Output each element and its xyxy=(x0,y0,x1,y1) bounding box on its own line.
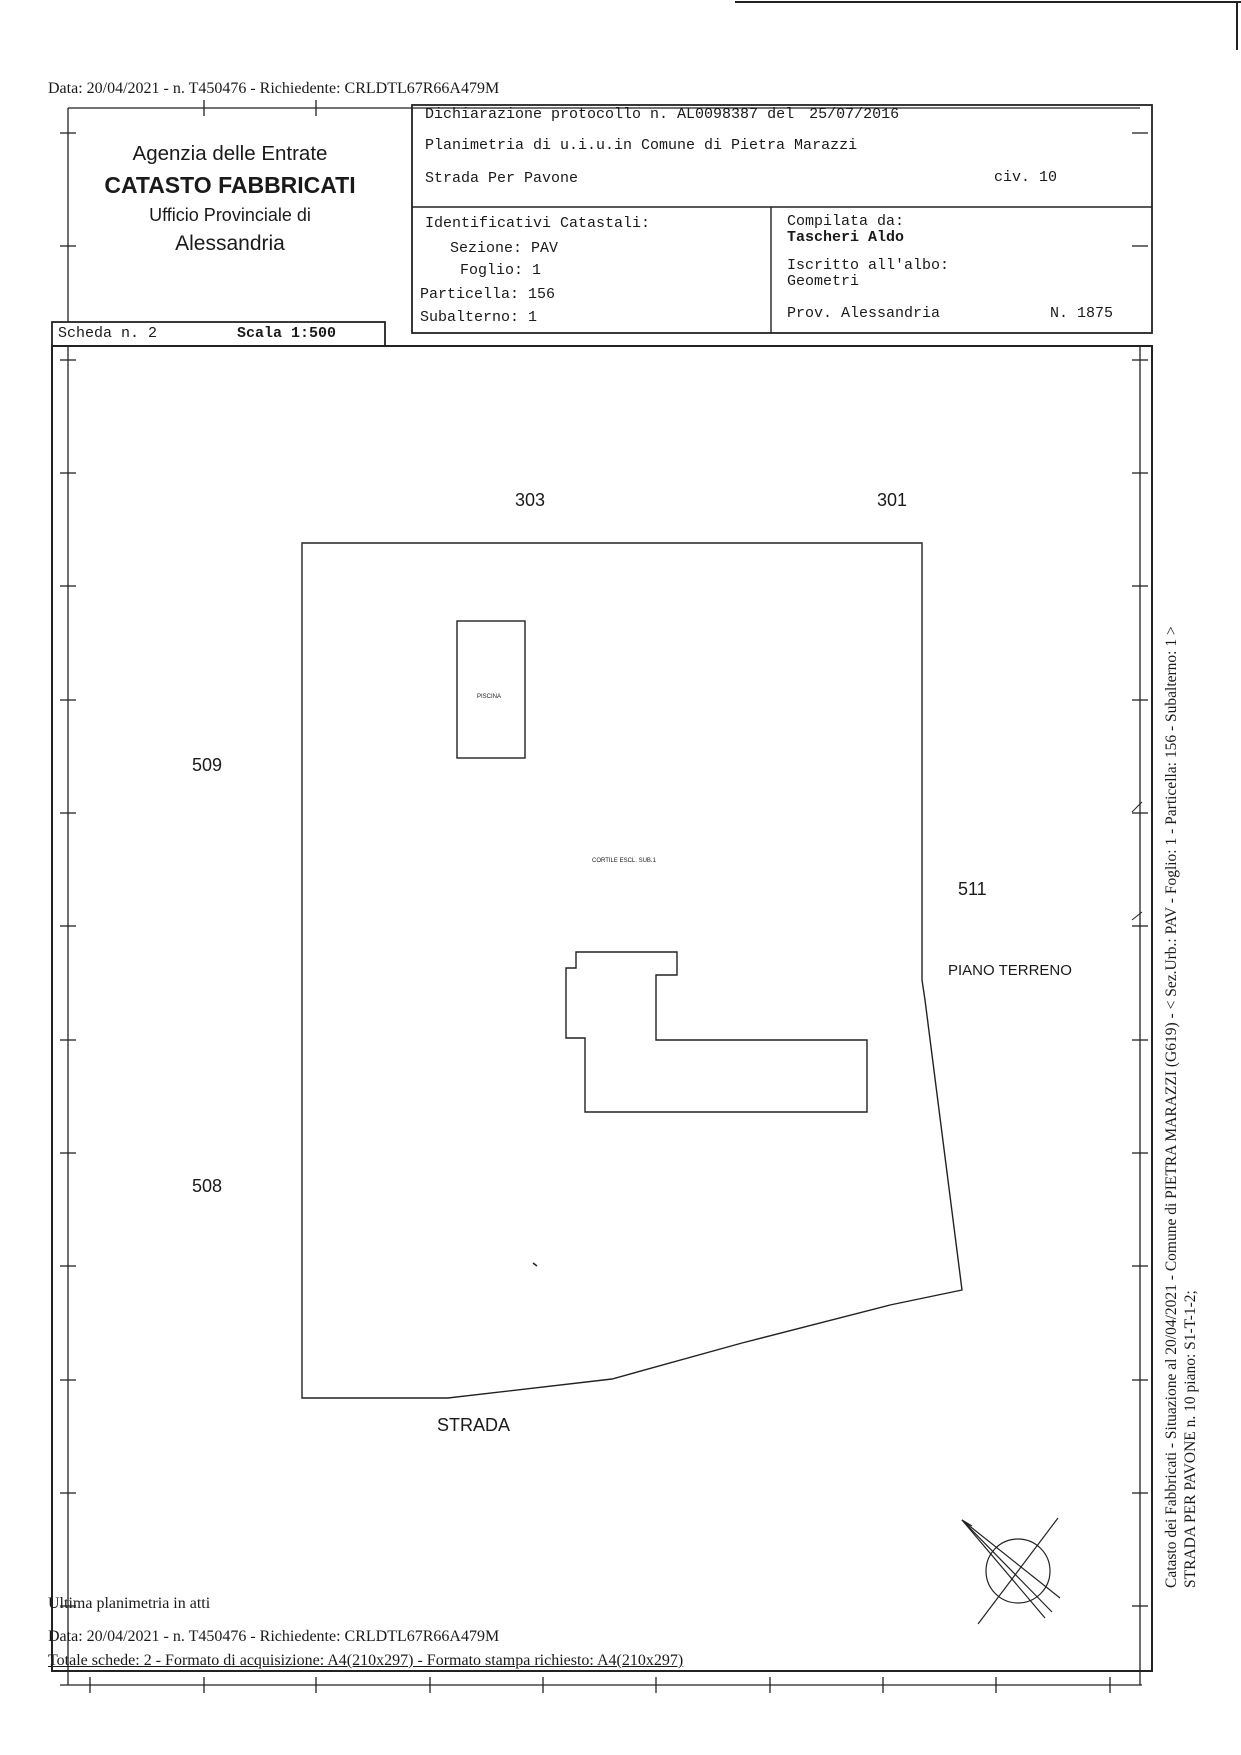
compiled-by-label: Compilata da: xyxy=(787,213,905,230)
parcel-301-label: 301 xyxy=(877,490,908,510)
province: Prov. Alessandria xyxy=(787,305,941,322)
registered: Geometri xyxy=(787,273,860,290)
parcel-509-label: 509 xyxy=(192,755,223,775)
identifier-subalterno: Subalterno: 1 xyxy=(420,309,538,326)
pool-label: PISCINA xyxy=(477,694,502,700)
side-text-line2: STRADA PER PAVONE n. 10 piano: S1-T-1-2; xyxy=(1182,1290,1199,1588)
identifier-particella: Particella: 156 xyxy=(420,286,556,303)
road-label: STRADA xyxy=(437,1415,511,1435)
protocol-declaration: Dichiarazione protocollo n. AL0098387 del 25/07/2016 xyxy=(425,106,900,123)
identifier-foglio: Foglio: 1 xyxy=(460,262,542,279)
parcel-303-label: 303 xyxy=(515,490,546,510)
agency-name: Agenzia delle Entrate xyxy=(132,142,328,165)
sheet-number: Scheda n. 2 xyxy=(58,325,158,342)
civic-number: civ. 10 xyxy=(994,169,1058,186)
floor-label: PIANO TERRENO xyxy=(948,962,1072,979)
request-line-top: Data: 20/04/2021 - n. T450476 - Richiedente: CRLDTL67R66A479M xyxy=(48,80,500,97)
north-arrow xyxy=(962,1518,1060,1624)
plan-title: Planimetria di u.i.u.in Comune di Pietra Marazzi xyxy=(425,137,858,154)
pool-outline xyxy=(457,621,525,758)
request-line-bottom: Data: 20/04/2021 - n. T450476 - Richiedente: CRLDTL67R66A479M xyxy=(48,1628,500,1645)
street: Strada Per Pavone xyxy=(425,170,579,187)
totals-line: Totale schede: 2 - Formato di acquisizione: A4(210x297) - Formato stampa richiesto: A4(210x297) xyxy=(48,1652,684,1669)
sheet-scale: Scala 1:500 xyxy=(237,325,337,342)
parcel-508-label: 508 xyxy=(192,1176,223,1196)
side-text-line1: Catasto dei Fabbricati - Situazione al 20/04/2021 - Comune di PIETRA MARAZZI (G619) - < Sez.Urb.: PAV - Foglio: 1 - Particella: 156 - Subalterno: 1 > xyxy=(1163,626,1180,1588)
agency-department: CATASTO FABBRICATI xyxy=(104,172,356,198)
identifiers-title: Identificativi Catastali: xyxy=(425,215,651,232)
registered-label: Iscritto all'albo: xyxy=(787,257,950,274)
parcel-511-label: 511 xyxy=(958,879,987,899)
agency-office: Ufficio Provinciale di xyxy=(149,205,311,225)
building-footprint xyxy=(566,952,867,1112)
plot-boundary xyxy=(302,543,962,1398)
identifier-sezione: Sezione: PAV xyxy=(450,240,559,257)
compiled-by: Tascheri Aldo xyxy=(787,229,905,246)
courtyard-label: CORTILE ESCL. SUB.1 xyxy=(592,858,656,864)
agency-city: Alessandria xyxy=(175,232,285,255)
register-number: N. 1875 xyxy=(1050,305,1114,322)
last-plan-note: Ultima planimetria in atti xyxy=(48,1595,211,1612)
